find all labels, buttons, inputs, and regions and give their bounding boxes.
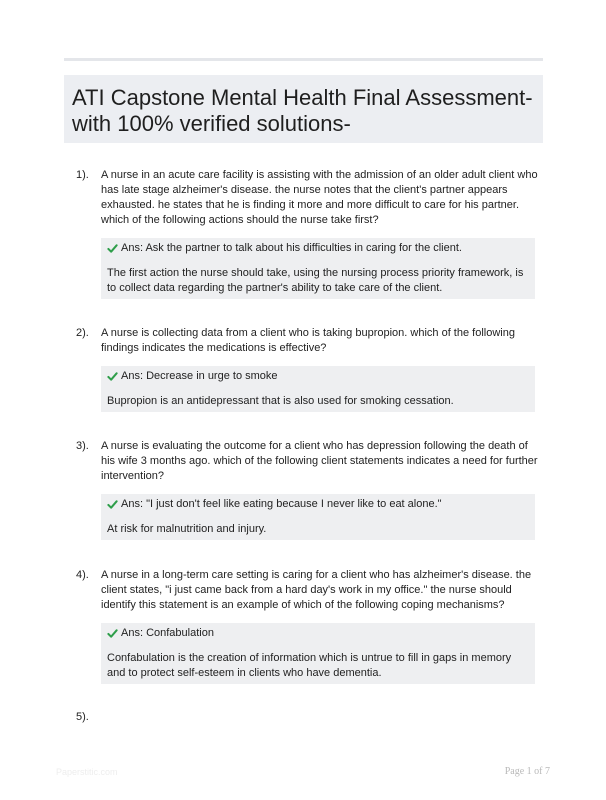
footer-watermark: Paperstitic.com (56, 767, 118, 777)
answer-explanation: Bupropion is an antidepressant that is also used for smoking cessation. (107, 395, 454, 407)
checkmark-icon (107, 243, 118, 254)
checkmark-icon (107, 628, 118, 639)
answer-explanation: At risk for malnutrition and injury. (107, 523, 267, 535)
answer-explanation: The first action the nurse should take, using the nursing process priority framework, is to collect data regarding the partner's ability to take care of the client. (107, 267, 524, 294)
answer-explanation: Confabulation is the creation of information which is untrue to fill in gaps in memory and to protect self-esteem in clients who have dementia. (107, 652, 512, 679)
answer-box (101, 238, 535, 299)
title-box (64, 75, 543, 143)
question-number: 1). (76, 169, 89, 181)
document-title: ATI Capstone Mental Health Final Assessment- with 100% verified solutions- (72, 85, 533, 136)
question-text: A nurse is evaluating the outcome for a client who has depression following the death of his wife 3 months ago. which of the following client statements indicates a need for further intervention? (101, 440, 538, 482)
question-text: A nurse in a long-term care setting is caring for a client who has alzheimer's disease. the client states, "i just came back from a hard day's work in my office." the nurse should identify this statement is an example of which of the following coping mechanisms? (101, 569, 532, 611)
answer-text: Ans: Ask the partner to talk about his difficulties in caring for the client. (121, 242, 462, 254)
answer-text: Ans: Confabulation (121, 627, 214, 639)
answer-box (101, 623, 535, 684)
question-number: 2). (76, 327, 89, 339)
checkmark-icon (107, 371, 118, 382)
question-text: A nurse is collecting data from a client who is taking bupropion. which of the following findings indicates the medications is effective? (101, 327, 515, 354)
answer-text: Ans: Decrease in urge to smoke (121, 370, 278, 382)
question-number: 3). (76, 440, 89, 452)
answer-box (101, 366, 535, 412)
checkmark-icon (107, 499, 118, 510)
question-number: 5). (76, 711, 89, 723)
question-text: A nurse in an acute care facility is assisting with the admission of an older adult client who has late stage alzheimer's disease. the nurse notes that the client's partner appears exhausted. he states that he is finding it more and more difficult to care for his partner. which of the following actions should the nurse take first? (101, 169, 538, 226)
answer-text: Ans: "I just don't feel like eating because I never like to eat alone." (121, 498, 442, 510)
top-rule (64, 58, 543, 61)
page-number: Page 1 of 7 (504, 766, 550, 777)
answer-box (101, 494, 535, 540)
question-number: 4). (76, 569, 89, 581)
